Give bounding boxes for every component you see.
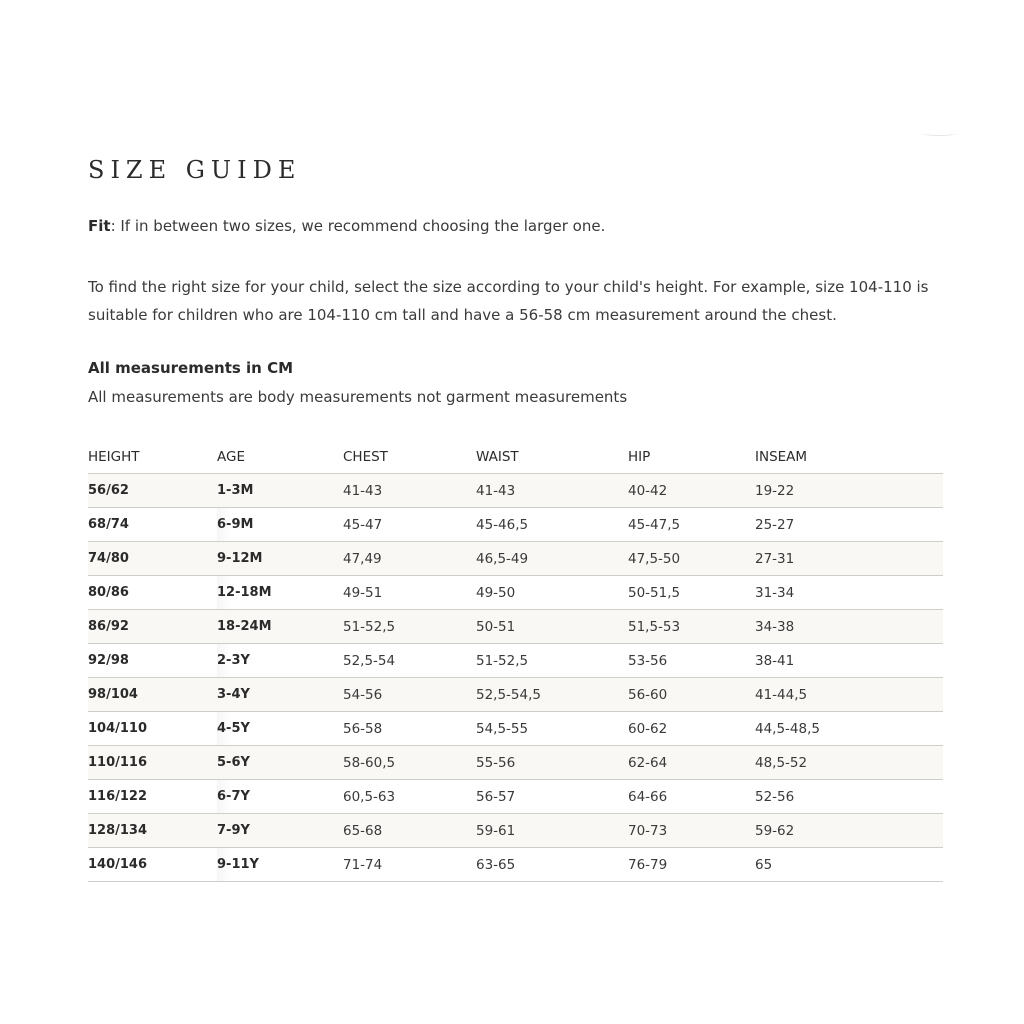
cell-waist: 49-50 <box>476 576 628 610</box>
table-row <box>88 644 943 678</box>
cell-chest: 65-68 <box>343 814 476 848</box>
header-age: AGE <box>217 440 343 474</box>
cell-hip: 62-64 <box>628 746 755 780</box>
cell-height: 74/80 <box>88 542 217 576</box>
header-inseam: INSEAM <box>755 440 943 474</box>
cell-age: 12-18M <box>217 576 343 610</box>
cell-height: 68/74 <box>88 508 217 542</box>
cell-chest: 47,49 <box>343 542 476 576</box>
cell-height: 92/98 <box>88 644 217 678</box>
header-waist: WAIST <box>476 440 628 474</box>
cell-age: 9-11Y <box>217 848 343 882</box>
cell-height: 140/146 <box>88 848 217 882</box>
cell-inseam: 41-44,5 <box>755 678 943 712</box>
cell-waist: 51-52,5 <box>476 644 628 678</box>
units-heading: All measurements in CM <box>88 359 293 377</box>
cell-hip: 53-56 <box>628 644 755 678</box>
fit-label: Fit <box>88 217 111 235</box>
cell-age: 3-4Y <box>217 678 343 712</box>
cell-waist: 52,5-54,5 <box>476 678 628 712</box>
cell-age: 1-3M <box>217 474 343 508</box>
table-row <box>88 542 943 576</box>
cell-height: 98/104 <box>88 678 217 712</box>
cell-waist: 63-65 <box>476 848 628 882</box>
cell-age: 4-5Y <box>217 712 343 746</box>
cell-chest: 52,5-54 <box>343 644 476 678</box>
cell-chest: 58-60,5 <box>343 746 476 780</box>
intro-paragraph: To find the right size for your child, select the size according to your child's height. For example, size 104-110 is suitable for children who are 104-110 cm tall and have a 56-58 cm measurement around the chest. <box>88 278 929 324</box>
cell-hip: 50-51,5 <box>628 576 755 610</box>
cell-inseam: 48,5-52 <box>755 746 943 780</box>
cell-height: 128/134 <box>88 814 217 848</box>
cell-height: 86/92 <box>88 610 217 644</box>
cell-age: 6-9M <box>217 508 343 542</box>
cell-waist: 41-43 <box>476 474 628 508</box>
cell-inseam: 34-38 <box>755 610 943 644</box>
cell-hip: 40-42 <box>628 474 755 508</box>
cell-waist: 54,5-55 <box>476 712 628 746</box>
table-row <box>88 712 943 746</box>
table-row <box>88 678 943 712</box>
cell-age: 9-12M <box>217 542 343 576</box>
cell-waist: 45-46,5 <box>476 508 628 542</box>
fit-note <box>88 217 605 235</box>
cell-hip: 76-79 <box>628 848 755 882</box>
cell-waist: 46,5-49 <box>476 542 628 576</box>
table-row <box>88 848 943 882</box>
cell-hip: 47,5-50 <box>628 542 755 576</box>
cell-waist: 56-57 <box>476 780 628 814</box>
header-height: HEIGHT <box>88 440 217 474</box>
table-header-row <box>88 440 943 474</box>
cell-height: 110/116 <box>88 746 217 780</box>
cell-waist: 59-61 <box>476 814 628 848</box>
cell-age: 18-24M <box>217 610 343 644</box>
cell-chest: 41-43 <box>343 474 476 508</box>
cell-inseam: 38-41 <box>755 644 943 678</box>
table-row <box>88 610 943 644</box>
cell-chest: 51-52,5 <box>343 610 476 644</box>
cell-inseam: 31-34 <box>755 576 943 610</box>
cell-height: 56/62 <box>88 474 217 508</box>
cell-hip: 60-62 <box>628 712 755 746</box>
cell-age: 5-6Y <box>217 746 343 780</box>
cell-chest: 56-58 <box>343 712 476 746</box>
table-row <box>88 474 943 508</box>
cell-inseam: 19-22 <box>755 474 943 508</box>
cell-inseam: 27-31 <box>755 542 943 576</box>
cell-age: 7-9Y <box>217 814 343 848</box>
cell-height: 80/86 <box>88 576 217 610</box>
header-chest: CHEST <box>343 440 476 474</box>
size-table <box>88 440 943 882</box>
decorative-arc <box>922 131 956 136</box>
cell-chest: 54-56 <box>343 678 476 712</box>
page-title: SIZE GUIDE <box>88 156 302 184</box>
cell-inseam: 65 <box>755 848 943 882</box>
cell-chest: 49-51 <box>343 576 476 610</box>
table-row <box>88 746 943 780</box>
cell-height: 116/122 <box>88 780 217 814</box>
cell-age: 2-3Y <box>217 644 343 678</box>
cell-waist: 50-51 <box>476 610 628 644</box>
cell-chest: 60,5-63 <box>343 780 476 814</box>
cell-age: 6-7Y <box>217 780 343 814</box>
cell-inseam: 25-27 <box>755 508 943 542</box>
cell-hip: 45-47,5 <box>628 508 755 542</box>
table-row <box>88 814 943 848</box>
header-hip: HIP <box>628 440 755 474</box>
cell-hip: 56-60 <box>628 678 755 712</box>
cell-hip: 51,5-53 <box>628 610 755 644</box>
fit-text: : If in between two sizes, we recommend choosing the larger one. <box>110 217 606 235</box>
table-row <box>88 780 943 814</box>
cell-waist: 55-56 <box>476 746 628 780</box>
units-note: All measurements are body measurements not garment measurements <box>88 388 628 406</box>
cell-chest: 45-47 <box>343 508 476 542</box>
table-row <box>88 576 943 610</box>
cell-height: 104/110 <box>88 712 217 746</box>
cell-hip: 70-73 <box>628 814 755 848</box>
cell-inseam: 52-56 <box>755 780 943 814</box>
cell-hip: 64-66 <box>628 780 755 814</box>
cell-inseam: 59-62 <box>755 814 943 848</box>
cell-chest: 71-74 <box>343 848 476 882</box>
table-row <box>88 508 943 542</box>
cell-inseam: 44,5-48,5 <box>755 712 943 746</box>
